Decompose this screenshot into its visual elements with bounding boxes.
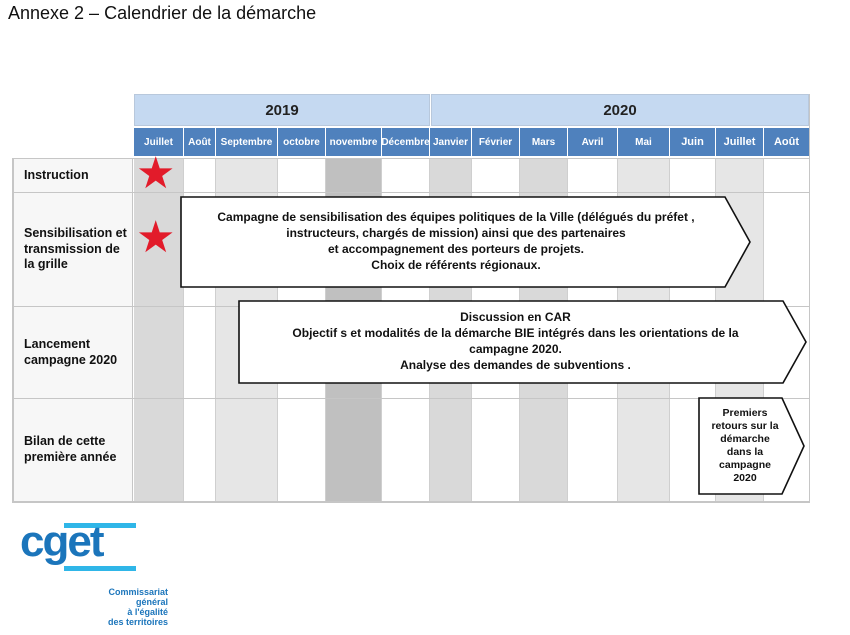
star-icon: ★	[136, 149, 176, 198]
row-bilan	[12, 398, 810, 501]
logo-bar	[64, 566, 136, 571]
logo-subtitle-line: à l'égalité	[127, 606, 168, 617]
logo-subtitle-line: Commissariat	[108, 587, 168, 597]
month-header: Juillet	[716, 128, 764, 156]
arrow-text-line: 2020	[733, 472, 757, 485]
arrow-text-line: campagne 2020.	[469, 342, 562, 356]
arrow-text-line: campagne	[719, 459, 771, 472]
arrow-text-line: Discussion en CAR	[460, 310, 571, 325]
month-header: novembre	[326, 128, 382, 156]
month-header: Février	[472, 128, 520, 156]
arrow-text-line: Choix de référents régionaux.	[371, 257, 541, 272]
month-header-row	[134, 128, 810, 156]
arrow-text-line: Objectif s et modalités de la démarche BIE intégrés dans les orientations de la	[292, 326, 739, 341]
arrow-text-line: Campagne de sensibilisation des équipes politiques de la Ville (délégués du préfet ,	[217, 210, 695, 225]
arrow-lancement	[238, 300, 808, 384]
logo-subtitle-line: général	[135, 596, 168, 607]
arrow-text-line: et accompagnement des porteurs de projets.	[327, 242, 585, 256]
logo-word: cget	[20, 517, 103, 566]
logo-subtitle-line: des territoires	[107, 616, 168, 627]
table-border	[809, 94, 810, 503]
month-header: Septembre	[216, 128, 278, 156]
logo-subtitle	[68, 588, 168, 628]
month-header: Mars	[520, 128, 568, 156]
table-border	[12, 501, 810, 503]
month-header: Août	[184, 128, 216, 156]
year-2019-header: 2019	[134, 94, 430, 126]
page-title: Annexe 2 – Calendrier de la démarche	[8, 3, 317, 23]
month-header: Décembre	[382, 128, 430, 156]
month-header: Mai	[618, 128, 670, 156]
cget-logo	[20, 518, 170, 633]
arrow-text-line: dans la	[726, 446, 764, 458]
arrow-text-line: Analyse des demandes de subventions .	[400, 357, 631, 372]
arrow-text-line: Premiers	[722, 406, 768, 419]
month-header: Août	[764, 128, 810, 156]
row-label: Bilan de cette première année	[12, 399, 133, 501]
arrow-text-line: instructeurs, chargés de mission) ainsi que des partenaires	[286, 226, 626, 241]
star-icon: ★	[136, 213, 176, 262]
row-instruction	[12, 158, 810, 192]
row-label: Lancement campagne 2020	[12, 307, 133, 398]
month-header: octobre	[278, 128, 326, 156]
arrow-text-line: retours sur la	[711, 419, 779, 432]
month-header: Juin	[670, 128, 716, 156]
row-label: Sensibilisation et transmission de la grille	[12, 193, 133, 306]
arrow-bilan	[698, 397, 806, 495]
month-header: Janvier	[430, 128, 472, 156]
month-header: Avril	[568, 128, 618, 156]
month-header: Juillet	[134, 128, 184, 156]
row-label: Instruction	[12, 159, 133, 192]
year-2020-header: 2020	[431, 94, 809, 126]
arrow-sensibilisation	[180, 196, 752, 288]
arrow-text-line: démarche	[720, 432, 770, 445]
